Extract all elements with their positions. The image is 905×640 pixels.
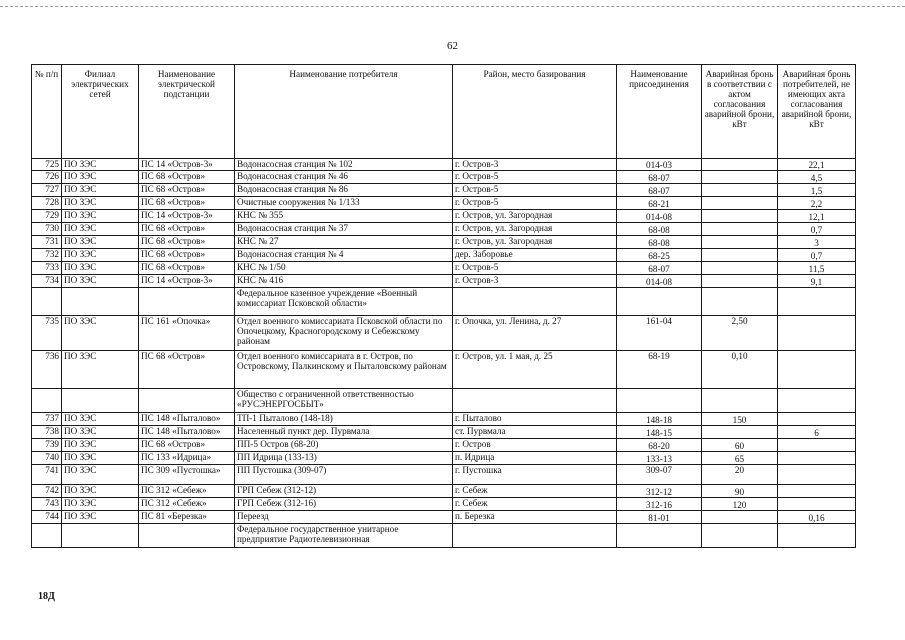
cell-number [32,288,62,316]
cell-reserve-no-act [778,452,856,465]
cell-connection: 148-18 [617,413,702,426]
cell-branch: ПО ЗЭС [62,223,139,236]
cell-consumer: ТП-1 Пыталово (148-18) [235,413,453,426]
cell-number: 726 [32,171,62,184]
cell-consumer: Федеральное казенное учреждение «Военный комиссариат Псковской области» [235,288,453,316]
cell-number: 739 [32,439,62,452]
header-substation: Наименование электрической подстанции [139,65,235,159]
table-row [32,262,856,275]
cell-number: 729 [32,210,62,223]
cell-reserve-act: 120 [702,498,778,511]
cell-reserve-act [702,223,778,236]
cell-reserve-act [702,184,778,197]
cell-reserve-no-act: 22,1 [778,159,856,171]
cell-substation: ПС 312 «Себеж» [139,498,235,511]
cell-district: г. Пыталово [453,413,617,426]
cell-consumer: Отдел военного комиссариата в г. Остров, по Островскому, Палкинскому и Пыталовскому районам [235,351,453,389]
cell-branch: ПО ЗЭС [62,184,139,197]
cell-reserve-no-act [778,389,856,413]
cell-reserve-act [702,171,778,184]
cell-connection: 68-19 [617,351,702,389]
cell-branch: ПО ЗЭС [62,262,139,275]
cell-substation: ПС 133 «Идрица» [139,452,235,465]
cell-branch: ПО ЗЭС [62,197,139,210]
table-header-row [32,65,856,159]
cell-number: 743 [32,498,62,511]
cell-district [453,389,617,413]
cell-consumer: ПП Идрица (133-13) [235,452,453,465]
cell-reserve-no-act: 4,5 [778,171,856,184]
header-connection: Наименование присоединения [617,65,702,159]
cell-connection: 161-04 [617,316,702,351]
cell-consumer: Водонасосная станция № 86 [235,184,453,197]
cell-branch: ПО ЗЭС [62,275,139,288]
table-row [32,465,856,485]
cell-reserve-no-act: 9,1 [778,275,856,288]
cell-connection: 68-07 [617,262,702,275]
cell-consumer: ПП Пустошка (309-07) [235,465,453,485]
cell-connection: 148-15 [617,426,702,439]
cell-connection [617,524,702,548]
table-row [32,223,856,236]
cell-substation: ПС 161 «Опочка» [139,316,235,351]
cell-connection: 68-20 [617,439,702,452]
cell-reserve-act [702,389,778,413]
cell-branch: ПО ЗЭС [62,236,139,249]
cell-connection: 309-07 [617,465,702,485]
cell-district: г. Остров, ул. Загородная [453,223,617,236]
cell-reserve-no-act [778,439,856,452]
cell-reserve-no-act: 0,7 [778,249,856,262]
cell-consumer: Очистные сооружения № 1/133 [235,197,453,210]
footer-code: 18Д [38,591,55,602]
cell-reserve-act [702,426,778,439]
cell-reserve-no-act [778,413,856,426]
cell-district: г. Остров-5 [453,262,617,275]
cell-reserve-no-act: 3 [778,236,856,249]
table-row [32,413,856,426]
cell-district: г. Остров-3 [453,275,617,288]
cell-connection [617,389,702,413]
cell-reserve-no-act: 12,1 [778,210,856,223]
cell-substation: ПС 148 «Пыталово» [139,426,235,439]
table-row [32,236,856,249]
cell-number [32,389,62,413]
cell-substation: ПС 14 «Остров-3» [139,159,235,171]
cell-branch: ПО ЗЭС [62,210,139,223]
cell-reserve-no-act [778,465,856,485]
table-row [32,485,856,498]
cell-reserve-act [702,262,778,275]
cell-district: г. Себеж [453,485,617,498]
table-row [32,275,856,288]
cell-connection: 68-08 [617,236,702,249]
cell-reserve-no-act: 6 [778,426,856,439]
cell-number: 741 [32,465,62,485]
cell-district: п. Идрица [453,452,617,465]
reserve-table [31,64,856,548]
cell-reserve-act: 2,50 [702,316,778,351]
cell-branch: ПО ЗЭС [62,511,139,524]
cell-reserve-no-act [778,524,856,548]
cell-substation: ПС 309 «Пустошка» [139,465,235,485]
cell-substation: ПС 68 «Остров» [139,439,235,452]
cell-number: 735 [32,316,62,351]
cell-reserve-no-act: 11,5 [778,262,856,275]
header-reserve-no-act: Аварийная бронь потребителей, не имеющих акта согласования аварийной брони, кВт [778,65,856,159]
cell-consumer: Переезд [235,511,453,524]
cell-substation: ПС 312 «Себеж» [139,485,235,498]
cell-district: ст. Пурвмала [453,426,617,439]
cell-consumer: КНС № 1/50 [235,262,453,275]
table-row [32,171,856,184]
cell-connection: 68-07 [617,184,702,197]
cell-substation: ПС 68 «Остров» [139,184,235,197]
cell-branch [62,524,139,548]
cell-connection: 014-03 [617,159,702,171]
cell-reserve-act [702,210,778,223]
cell-substation: ПС 148 «Пыталово» [139,413,235,426]
cell-branch: ПО ЗЭС [62,485,139,498]
cell-reserve-act [702,524,778,548]
table-row [32,184,856,197]
table-row [32,439,856,452]
table-body [32,159,856,548]
cell-reserve-act: 0,10 [702,351,778,389]
cell-reserve-no-act [778,288,856,316]
cell-substation: ПС 68 «Остров» [139,351,235,389]
cell-district: г. Пустошка [453,465,617,485]
cell-reserve-no-act: 0,16 [778,511,856,524]
cell-connection: 133-13 [617,452,702,465]
cell-substation: ПС 14 «Остров-3» [139,275,235,288]
cell-substation: ПС 68 «Остров» [139,171,235,184]
cell-reserve-act [702,288,778,316]
cell-reserve-act [702,249,778,262]
cell-branch [62,389,139,413]
cell-branch: ПО ЗЭС [62,498,139,511]
cell-consumer: Населенный пункт дер. Пурвмала [235,426,453,439]
cell-branch: ПО ЗЭС [62,413,139,426]
cell-branch: ПО ЗЭС [62,439,139,452]
cell-connection: 68-07 [617,171,702,184]
cell-substation [139,288,235,316]
cell-substation: ПС 68 «Остров» [139,197,235,210]
cell-reserve-no-act [778,351,856,389]
cell-number: 728 [32,197,62,210]
cell-district [453,288,617,316]
cell-district: г. Опочка, ул. Ленина, д. 27 [453,316,617,351]
cell-district: г. Себеж [453,498,617,511]
cell-substation [139,389,235,413]
cell-reserve-act [702,236,778,249]
cell-branch: ПО ЗЭС [62,171,139,184]
cell-branch: ПО ЗЭС [62,159,139,171]
table-row [32,288,856,316]
cell-connection: 68-21 [617,197,702,210]
cell-reserve-act: 20 [702,465,778,485]
header-consumer: Наименование потребителя [235,65,453,159]
cell-consumer: Общество с ограниченной ответственностью «РУСЭНЕРГОСБЫТ» [235,389,453,413]
cell-district: п. Березка [453,511,617,524]
cell-reserve-no-act: 1,5 [778,184,856,197]
cell-number: 733 [32,262,62,275]
cell-reserve-act: 65 [702,452,778,465]
cell-consumer: ГРП Себеж (312-12) [235,485,453,498]
cell-branch: ПО ЗЭС [62,452,139,465]
table-row [32,498,856,511]
cell-substation: ПС 81 «Березка» [139,511,235,524]
cell-district: г. Остров-3 [453,159,617,171]
cell-number: 727 [32,184,62,197]
table-row [32,524,856,548]
cell-connection: 014-08 [617,275,702,288]
cell-consumer: Федеральное государственное унитарное предприятие Радиотелевизионная [235,524,453,548]
cell-number: 730 [32,223,62,236]
cell-number [32,524,62,548]
cell-substation: ПС 68 «Остров» [139,262,235,275]
cell-connection: 68-25 [617,249,702,262]
cell-number: 738 [32,426,62,439]
cell-consumer: КНС № 355 [235,210,453,223]
cell-reserve-no-act [778,316,856,351]
table-row [32,426,856,439]
cell-number: 740 [32,452,62,465]
cell-reserve-no-act: 0,7 [778,223,856,236]
table-row [32,159,856,171]
cell-district: г. Остров [453,439,617,452]
cell-substation: ПС 68 «Остров» [139,223,235,236]
cell-connection: 81-01 [617,511,702,524]
table-row [32,511,856,524]
cell-branch: ПО ЗЭС [62,249,139,262]
cell-number: 732 [32,249,62,262]
cell-district: г. Остров, ул. Загородная [453,236,617,249]
cell-number: 736 [32,351,62,389]
cell-reserve-no-act [778,485,856,498]
cell-consumer: ПП-5 Остров (68-20) [235,439,453,452]
cell-substation [139,524,235,548]
cell-consumer: Водонасосная станция № 46 [235,171,453,184]
cell-connection: 014-08 [617,210,702,223]
table-row [32,197,856,210]
cell-district: дер. Заборовье [453,249,617,262]
header-district: Район, место базирования [453,65,617,159]
cell-number: 731 [32,236,62,249]
cell-substation: ПС 68 «Остров» [139,236,235,249]
cell-reserve-act [702,511,778,524]
cell-consumer: КНС № 416 [235,275,453,288]
cell-reserve-act: 150 [702,413,778,426]
cell-reserve-act [702,275,778,288]
cell-branch: ПО ЗЭС [62,316,139,351]
header-reserve-act: Аварийная бронь в соответствии с актом согласования аварийной брони, кВт [702,65,778,159]
cell-consumer: Водонасосная станция № 4 [235,249,453,262]
cell-reserve-act [702,159,778,171]
cell-reserve-act: 90 [702,485,778,498]
cell-reserve-act: 60 [702,439,778,452]
cell-connection: 312-12 [617,485,702,498]
cell-connection: 312-16 [617,498,702,511]
cell-district: г. Остров, ул. Загородная [453,210,617,223]
cell-district: г. Остров-5 [453,184,617,197]
cell-district: г. Остров-5 [453,197,617,210]
cell-branch [62,288,139,316]
cell-number: 725 [32,159,62,171]
cell-substation: ПС 14 «Остров-3» [139,210,235,223]
cell-reserve-no-act [778,498,856,511]
table-row [32,351,856,389]
cell-branch: ПО ЗЭС [62,426,139,439]
cell-district: г. Остров-5 [453,171,617,184]
cell-reserve-no-act: 2,2 [778,197,856,210]
cell-consumer: Отдел военного комиссариата Псковской области по Опочецкому, Красногородскому и Себежскому районам [235,316,453,351]
cell-branch: ПО ЗЭС [62,351,139,389]
table-row [32,249,856,262]
table-row [32,316,856,351]
scan-edge-line [0,6,905,7]
cell-substation: ПС 68 «Остров» [139,249,235,262]
header-number: № п/п [32,65,62,159]
table-row [32,452,856,465]
cell-number: 744 [32,511,62,524]
cell-consumer: Водонасосная станция № 37 [235,223,453,236]
cell-consumer: Водонасосная станция № 102 [235,159,453,171]
cell-branch: ПО ЗЭС [62,465,139,485]
cell-connection: 68-08 [617,223,702,236]
cell-district: г. Остров, ул. 1 мая, д. 25 [453,351,617,389]
cell-reserve-act [702,197,778,210]
cell-consumer: ГРП Себеж (312-16) [235,498,453,511]
table-row [32,389,856,413]
cell-number: 742 [32,485,62,498]
cell-number: 734 [32,275,62,288]
cell-district [453,524,617,548]
table-row [32,210,856,223]
cell-consumer: КНС № 27 [235,236,453,249]
cell-number: 737 [32,413,62,426]
cell-connection [617,288,702,316]
header-branch: Филиал электрических сетей [62,65,139,159]
page-number: 62 [447,40,458,52]
